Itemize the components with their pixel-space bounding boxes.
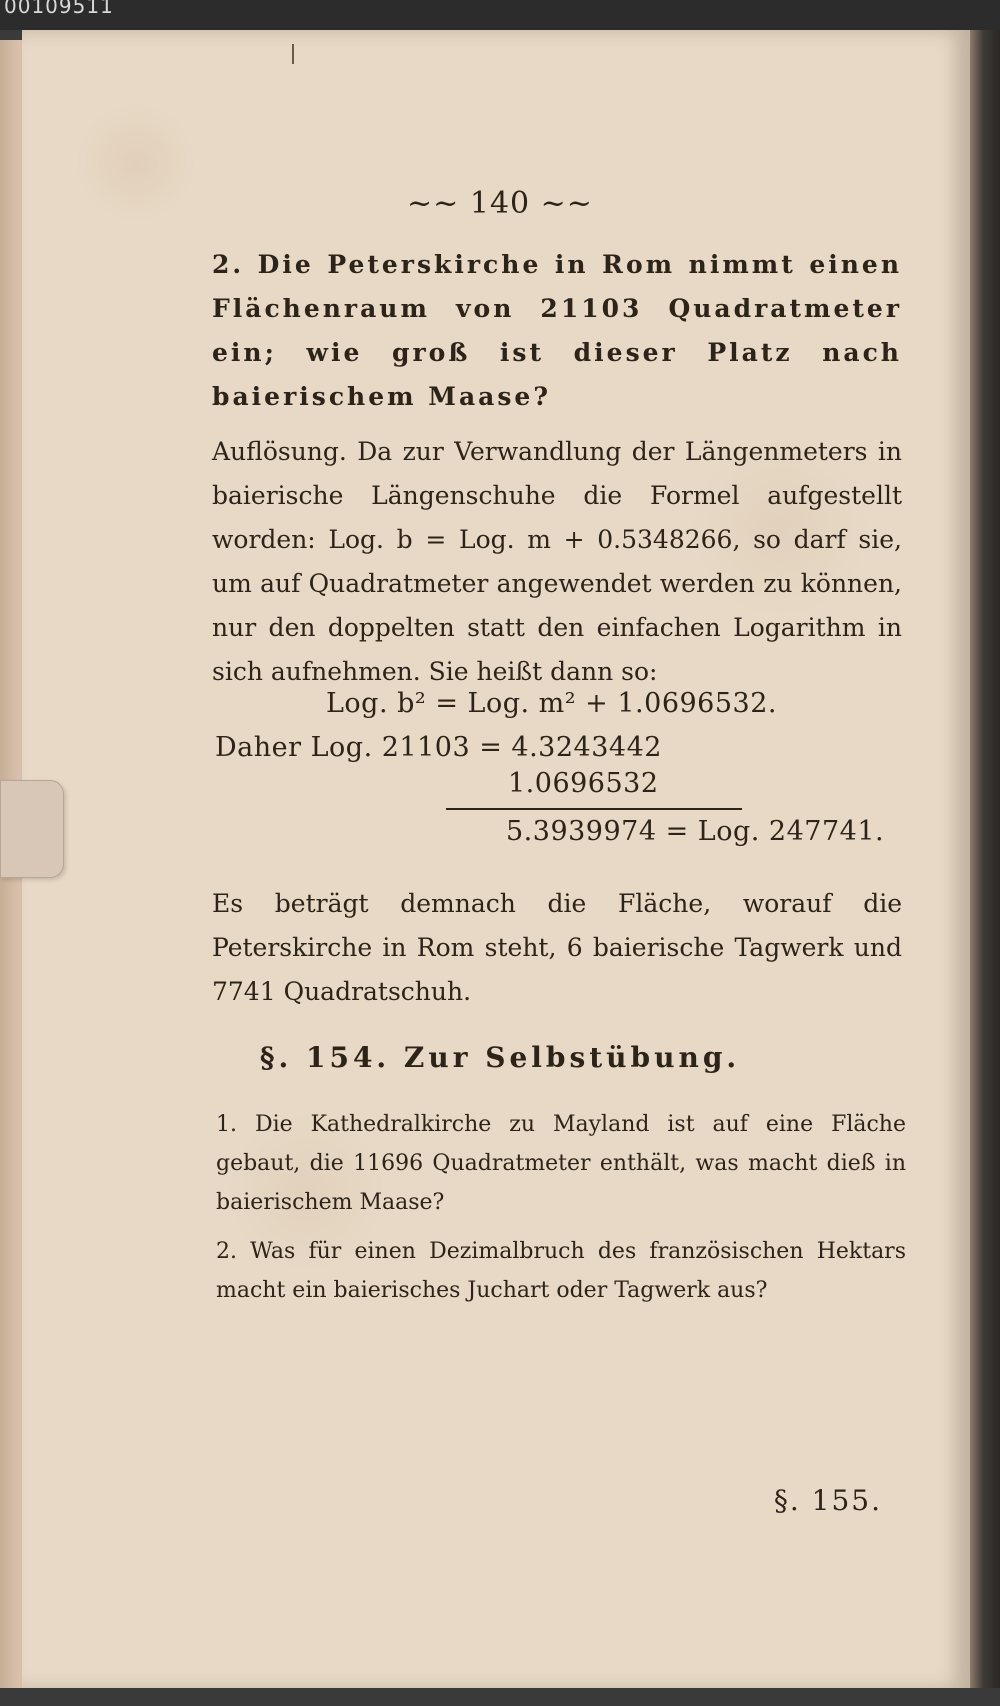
scan-id: 00109511	[4, 0, 114, 18]
sum-rule	[446, 808, 742, 810]
conclusion-text: Es beträgt demnach die Fläche, worauf die Peterskirche in Rom steht, 6 baierische Tagwerk und 7741 Quadratschuh.	[212, 889, 902, 1006]
pencil-mark	[292, 44, 294, 64]
exercise-1: 1. Die Kathedralkirche zu Mayland ist auf eine Fläche gebaut, die 11696 Quadratmeter enthält, was macht dieß in baierischem Maase?	[216, 1112, 906, 1215]
section-title: §. 154. Zur Selbstübung.	[259, 1041, 741, 1074]
formula-addend: 1.0696532	[508, 768, 659, 799]
problem-2-text: 2. Die Peterskirche in Rom nimmt einen Flächenraum von 21103 Quadratmeter ein; wie groß ist dieser Platz nach baierischem Maase?	[212, 250, 902, 411]
exercise-2: 2. Was für einen Dezimalbruch des französischen Hektars macht ein baierisches Juchart oder Tagwerk aus?	[216, 1239, 906, 1303]
formula-main: Log. b² = Log. m² + 1.0696532.	[326, 688, 777, 719]
scan-bottom-strip	[0, 1688, 1000, 1706]
book-spine	[970, 30, 1000, 1690]
page-number-header: ~~ 140 ~~	[407, 186, 593, 221]
scan-top-strip	[0, 0, 1000, 30]
catchword: §. 155.	[773, 1484, 882, 1517]
formula-daher: Daher Log. 21103 = 4.3243442	[215, 732, 662, 763]
bookmark-tab	[0, 780, 64, 878]
solution-intro: Auflösung. Da zur Verwandlung der Längenmeters in baierische Längenschuhe die Formel aufgestellt worden: Log. b = Log. m + 0.5348266, so darf sie, um auf Quadratmeter angewendet werden zu können, nur den doppelten statt den einfachen Logarithm in sich aufnehmen. Sie heißt dann so:	[212, 437, 902, 686]
formula-result: 5.3939974 = Log. 247741.	[506, 816, 885, 847]
